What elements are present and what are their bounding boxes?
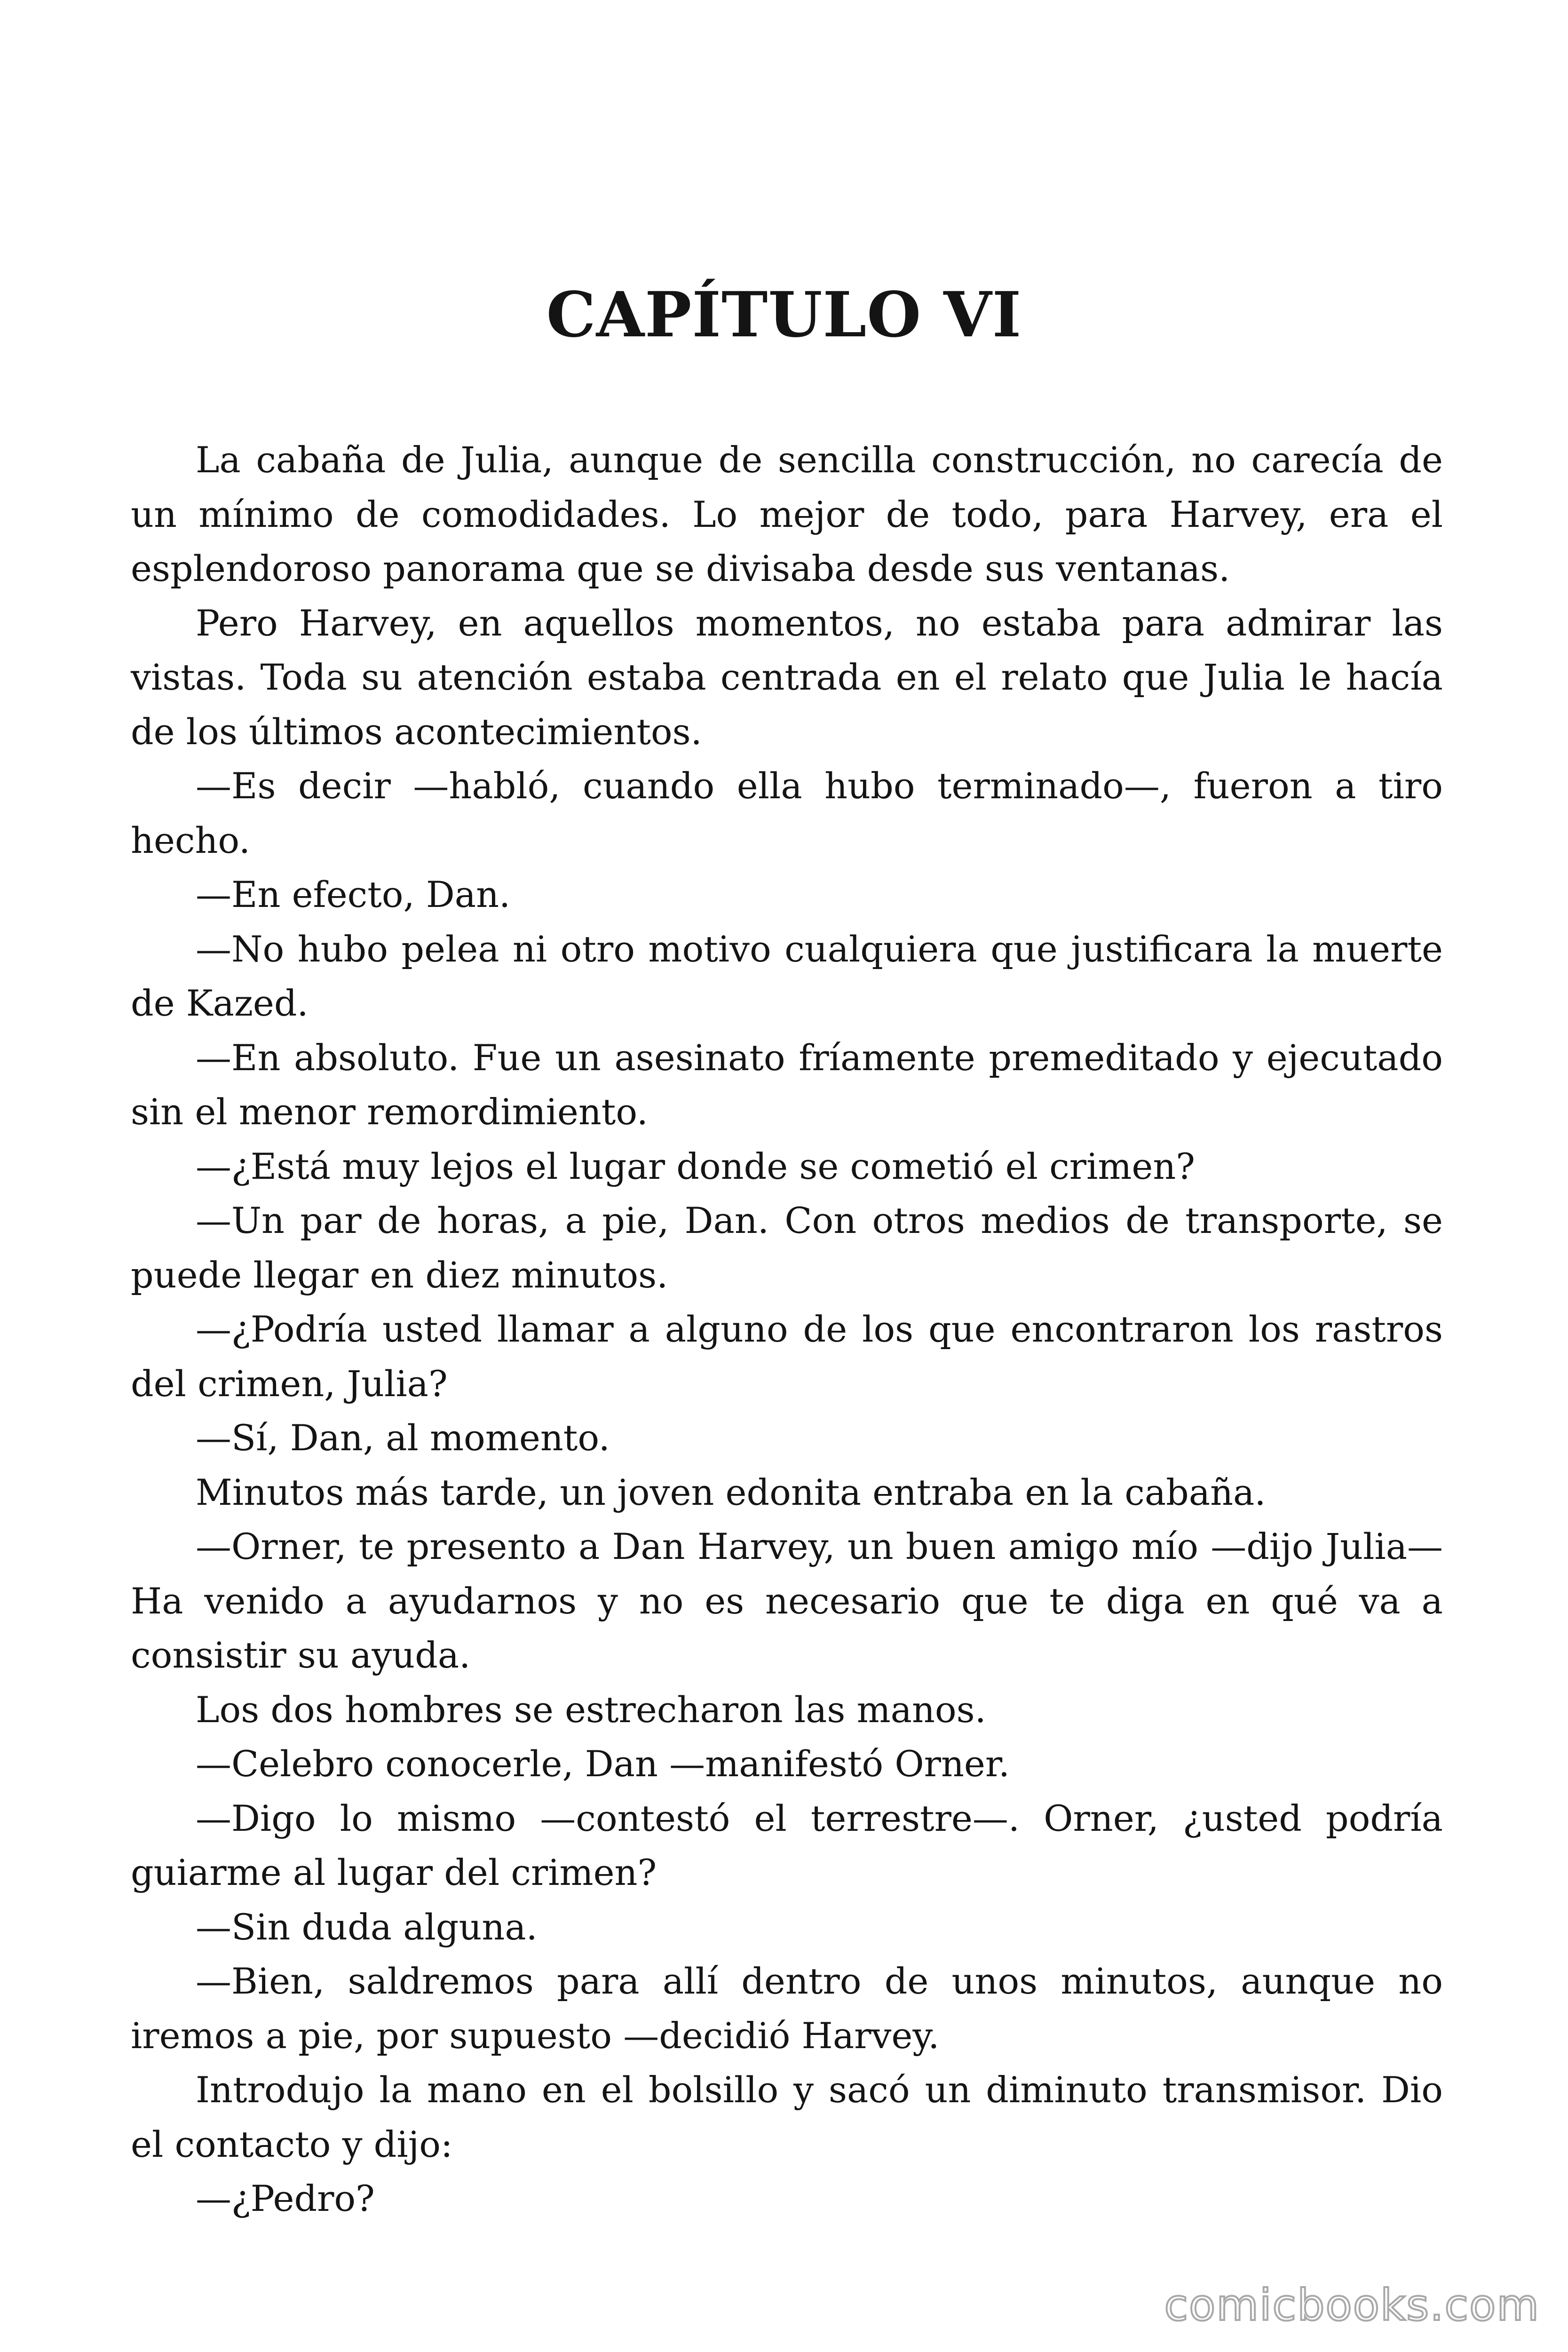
paragraph: La cabaña de Julia, aunque de sencilla construcción, no carecía de un mínimo de comodidades. Lo mejor de todo, para Harvey, era el esplendoroso panorama que se divisaba desde sus ventanas.	[131, 439, 1443, 589]
paragraph: —Bien, saldremos para allí dentro de unos minutos, aunque no iremos a pie, por supuesto —decidió Harvey.	[131, 1960, 1443, 2057]
paragraph: —Sin duda alguna.	[196, 1906, 538, 1948]
paragraph: —Orner, te presento a Dan Harvey, un buen amigo mío —dijo Julia— Ha venido a ayudarnos y no es necesario que te diga en qué va a consistir su ayuda.	[131, 1526, 1443, 1676]
paragraph: —En efecto, Dan.	[196, 874, 511, 915]
paragraph: —Un par de horas, a pie, Dan. Con otros medios de transporte, se puede llegar en diez minutos.	[131, 1200, 1443, 1296]
paragraph: —¿Podría usted llamar a alguno de los que encontraron los rastros del crimen, Julia?	[131, 1308, 1443, 1405]
paragraph: —¿Está muy lejos el lugar donde se cometió el crimen?	[196, 1145, 1196, 1187]
paragraph: —Es decir —habló, cuando ella hubo terminado—, fueron a tiro hecho.	[131, 765, 1443, 861]
chapter-body	[131, 433, 1443, 2226]
watermark: comicbooks.com	[1164, 2280, 1540, 2330]
paragraph: Minutos más tarde, un joven edonita entraba en la cabaña.	[196, 1471, 1266, 1513]
paragraph: —Celebro conocerle, Dan —manifestó Orner.	[196, 1743, 1010, 1785]
paragraph: —Digo lo mismo —contestó el terrestre—. Orner, ¿usted podría guiarme al lugar del crimen?	[131, 1797, 1443, 1893]
paragraph: Los dos hombres se estrecharon las manos.	[196, 1688, 986, 1731]
paragraph: —En absoluto. Fue un asesinato fríamente premeditado y ejecutado sin el menor remordimiento.	[131, 1036, 1443, 1133]
chapter-title: CAPÍTULO VI	[546, 278, 1022, 351]
paragraph: —Sí, Dan, al momento.	[196, 1417, 610, 1459]
paragraph: Pero Harvey, en aquellos momentos, no estaba para admirar las vistas. Toda su atención estaba centrada en el relato que Julia le hacía de los últimos acontecimientos.	[131, 602, 1443, 753]
paragraph: —¿Pedro?	[196, 2177, 375, 2219]
paragraph: Introdujo la mano en el bolsillo y sacó un diminuto transmisor. Dio el contacto y dijo:	[131, 2069, 1443, 2165]
paragraph: —No hubo pelea ni otro motivo cualquiera que justificara la muerte de Kazed.	[131, 928, 1443, 1024]
